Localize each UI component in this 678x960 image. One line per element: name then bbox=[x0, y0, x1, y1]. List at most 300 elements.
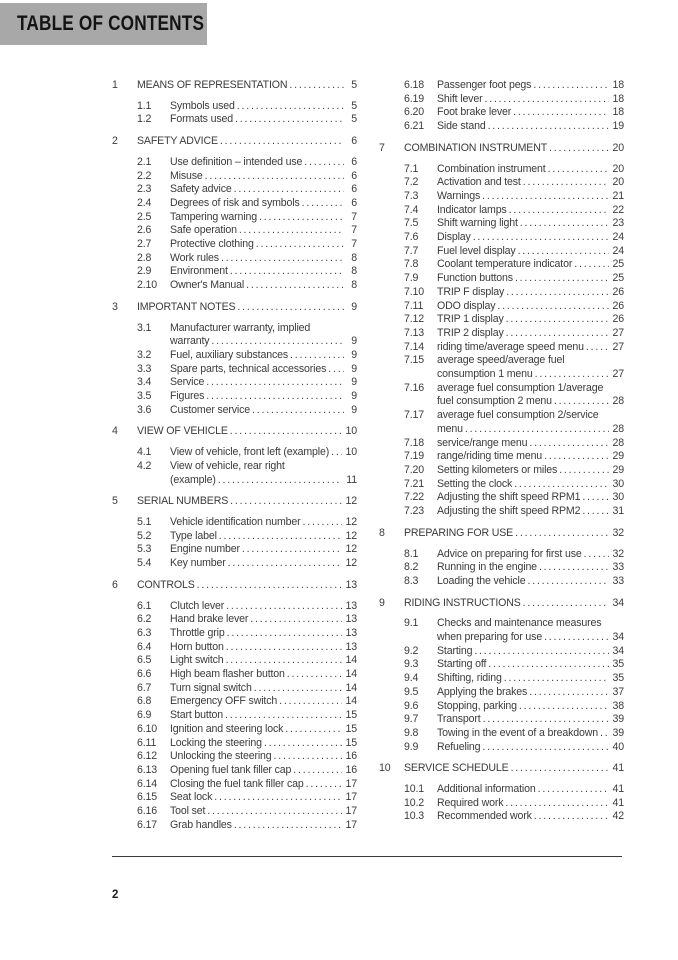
toc-chapter-entry bbox=[379, 597, 624, 611]
entry-title: menu bbox=[437, 422, 463, 435]
entry-number: 2.8 bbox=[137, 251, 152, 264]
entry-body bbox=[170, 613, 357, 627]
dot-leader bbox=[209, 335, 344, 349]
entry-last-line bbox=[437, 395, 624, 409]
entry-number: 7 bbox=[379, 141, 385, 154]
entry-number: 7.23 bbox=[404, 505, 425, 518]
entry-number: 2 bbox=[112, 135, 118, 148]
entry-body bbox=[170, 170, 357, 184]
entry-number: 2.3 bbox=[137, 183, 152, 196]
entry-last-line bbox=[170, 543, 357, 557]
entry-last-line bbox=[170, 363, 357, 377]
entry-body bbox=[170, 252, 357, 266]
entry-page-number: 29 bbox=[612, 450, 624, 463]
entry-last-line bbox=[437, 327, 624, 341]
toc-item-entry bbox=[404, 464, 624, 478]
entry-number: 6.20 bbox=[404, 106, 425, 119]
entry-last-line bbox=[170, 750, 357, 764]
entry-number: 7.14 bbox=[404, 340, 425, 353]
entry-body bbox=[437, 354, 624, 381]
entry-title: SERIAL NUMBERS bbox=[137, 495, 229, 508]
dot-leader bbox=[285, 668, 342, 682]
toc-item-entry bbox=[404, 672, 624, 686]
dot-leader bbox=[525, 575, 608, 589]
entry-last-line bbox=[437, 231, 624, 245]
entry-number: 6.6 bbox=[137, 668, 152, 681]
dot-leader bbox=[244, 279, 344, 293]
entry-page-number: 40 bbox=[612, 740, 624, 753]
entry-body bbox=[170, 100, 357, 114]
entry-last-line bbox=[170, 723, 357, 737]
entry-last-line bbox=[437, 423, 624, 437]
entry-last-line bbox=[137, 135, 357, 149]
entry-title: Use definition – intended use bbox=[170, 155, 303, 168]
entry-body bbox=[437, 561, 624, 575]
toc-item-entry bbox=[404, 700, 624, 714]
entry-title: Ignition and steering lock bbox=[170, 722, 284, 735]
entry-body bbox=[404, 142, 624, 156]
entry-body bbox=[437, 120, 624, 134]
entry-title: consumption 1 menu bbox=[437, 368, 533, 381]
entry-number: 8 bbox=[379, 526, 385, 539]
entry-number: 7.21 bbox=[404, 477, 425, 490]
dot-leader bbox=[300, 197, 344, 211]
entry-title: Applying the brakes bbox=[437, 685, 528, 698]
entry-number: 6.1 bbox=[137, 599, 152, 612]
dot-leader bbox=[512, 478, 608, 492]
entry-number: 10.1 bbox=[404, 783, 425, 796]
entry-number: 6.5 bbox=[137, 654, 152, 667]
entry-last-line bbox=[437, 93, 624, 107]
dot-leader bbox=[228, 495, 341, 509]
dot-leader bbox=[582, 548, 609, 562]
dot-leader bbox=[304, 778, 342, 792]
toc-item-entry bbox=[404, 797, 624, 811]
entry-title: Formats used bbox=[170, 113, 233, 126]
entry-title: Degrees of risk and symbols bbox=[170, 196, 300, 209]
entry-last-line bbox=[437, 106, 624, 120]
entry-body bbox=[170, 819, 357, 833]
entry-title: Tool set bbox=[170, 805, 206, 818]
entry-body bbox=[170, 557, 357, 571]
entry-body bbox=[170, 516, 357, 530]
entry-body bbox=[170, 709, 357, 723]
entry-number: 5.3 bbox=[137, 543, 152, 556]
toc-column-left bbox=[112, 79, 357, 832]
entry-page-number: 9 bbox=[351, 376, 357, 389]
entry-page-number: 38 bbox=[612, 699, 624, 712]
entry-number: 7.6 bbox=[404, 231, 419, 244]
entry-title: CONTROLS bbox=[137, 578, 195, 591]
entry-page-number: 15 bbox=[345, 709, 357, 722]
dot-leader bbox=[480, 190, 608, 204]
entry-title-line: average speed/average fuel bbox=[437, 354, 565, 367]
entry-page-number: 5 bbox=[351, 79, 357, 91]
toc-column-right bbox=[379, 79, 624, 832]
entry-last-line bbox=[437, 300, 624, 314]
dot-leader bbox=[536, 783, 609, 797]
entry-title: RIDING INSTRUCTIONS bbox=[404, 596, 521, 609]
entry-title-line: View of vehicle, rear right bbox=[170, 459, 285, 472]
dot-leader bbox=[517, 700, 609, 714]
entry-last-line bbox=[170, 170, 357, 184]
entry-title: Advice on preparing for first use bbox=[437, 547, 582, 560]
entry-title: Setting kilometers or miles bbox=[437, 463, 558, 476]
entry-number: 10.3 bbox=[404, 810, 425, 823]
entry-number: 9.4 bbox=[404, 672, 419, 685]
entry-last-line bbox=[404, 597, 624, 611]
entry-number: 9.7 bbox=[404, 713, 419, 726]
entry-number: 2.2 bbox=[137, 169, 152, 182]
entry-number: 7.16 bbox=[404, 381, 425, 394]
entry-last-line bbox=[437, 505, 624, 519]
dot-leader bbox=[513, 527, 608, 541]
entry-body bbox=[404, 597, 624, 611]
entry-number: 6.19 bbox=[404, 92, 425, 105]
dot-leader bbox=[504, 313, 609, 327]
entry-body bbox=[170, 530, 357, 544]
toc-item-entry bbox=[137, 252, 357, 266]
dot-leader bbox=[291, 764, 341, 778]
entry-page-number: 16 bbox=[345, 763, 357, 776]
entry-number: 6.21 bbox=[404, 120, 425, 133]
toc-item-entry bbox=[137, 737, 357, 751]
entry-title: Environment bbox=[170, 265, 228, 278]
entry-body bbox=[170, 668, 357, 682]
toc-item-entry bbox=[404, 176, 624, 190]
entry-page-number: 28 bbox=[612, 436, 624, 449]
dot-leader bbox=[516, 245, 609, 259]
entry-page-number: 17 bbox=[345, 777, 357, 790]
entry-title: TRIP F display bbox=[437, 285, 505, 298]
entry-body bbox=[170, 695, 357, 709]
toc-item-entry bbox=[137, 723, 357, 737]
entry-body bbox=[170, 390, 357, 404]
entry-number: 4.2 bbox=[137, 459, 152, 472]
toc-item-entry bbox=[137, 265, 357, 279]
entry-number: 2.4 bbox=[137, 196, 152, 209]
entry-title: Misuse bbox=[170, 169, 203, 182]
entry-body bbox=[170, 265, 357, 279]
dot-leader bbox=[277, 695, 341, 709]
entry-body bbox=[437, 672, 624, 686]
toc-item-entry bbox=[137, 156, 357, 170]
entry-page-number: 11 bbox=[346, 473, 357, 486]
entry-body bbox=[170, 627, 357, 641]
entry-body bbox=[437, 300, 624, 314]
entry-title: Hand brake lever bbox=[170, 613, 249, 626]
entry-page-number: 28 bbox=[612, 395, 624, 408]
entry-number: 10 bbox=[379, 762, 391, 775]
toc-item-entry bbox=[137, 682, 357, 696]
dot-leader bbox=[232, 183, 344, 197]
toc-item-entry bbox=[404, 354, 624, 381]
entry-page-number: 13 bbox=[345, 626, 357, 639]
entry-number: 6.17 bbox=[137, 818, 158, 831]
entry-last-line bbox=[437, 645, 624, 659]
toc-item-entry bbox=[404, 163, 624, 177]
entry-last-line bbox=[437, 450, 624, 464]
dot-leader bbox=[218, 135, 344, 149]
entry-last-line bbox=[170, 156, 357, 170]
entry-page-number: 35 bbox=[612, 658, 624, 671]
entry-last-line bbox=[437, 163, 624, 177]
entry-page-number: 13 bbox=[345, 578, 357, 591]
entry-page-number: 25 bbox=[612, 272, 624, 285]
entry-body bbox=[437, 645, 624, 659]
toc-item-entry bbox=[404, 437, 624, 451]
entry-body bbox=[137, 579, 357, 593]
entry-last-line bbox=[437, 672, 624, 686]
dot-leader bbox=[547, 142, 608, 156]
toc-item-entry bbox=[137, 197, 357, 211]
entry-number: 1.2 bbox=[137, 113, 152, 126]
entry-page-number: 32 bbox=[612, 547, 624, 560]
entry-page-number: 39 bbox=[612, 726, 624, 739]
entry-body bbox=[170, 641, 357, 655]
entry-body bbox=[170, 238, 357, 252]
dot-leader bbox=[228, 265, 344, 279]
entry-title: Running in the engine bbox=[437, 561, 537, 574]
entry-last-line bbox=[437, 120, 624, 134]
entry-title: Service bbox=[170, 376, 205, 389]
entry-last-line bbox=[170, 516, 357, 530]
toc-chapter-entry bbox=[112, 301, 357, 315]
entry-title: VIEW OF VEHICLE bbox=[137, 425, 228, 438]
dot-leader bbox=[507, 204, 609, 218]
entry-last-line bbox=[137, 495, 357, 509]
toc-item-entry bbox=[137, 446, 357, 460]
entry-page-number: 14 bbox=[345, 668, 357, 681]
entry-body bbox=[170, 183, 357, 197]
toc-item-entry bbox=[404, 204, 624, 218]
entry-page-number: 24 bbox=[612, 244, 624, 257]
dot-leader bbox=[533, 368, 609, 382]
toc-item-entry bbox=[404, 658, 624, 672]
entry-number: 9.5 bbox=[404, 685, 419, 698]
entry-last-line bbox=[170, 557, 357, 571]
entry-title: Vehicle identification number bbox=[170, 515, 301, 528]
dot-leader bbox=[195, 579, 342, 593]
entry-last-line bbox=[437, 797, 624, 811]
entry-body bbox=[437, 478, 624, 492]
dot-leader bbox=[233, 113, 344, 127]
entry-body bbox=[437, 658, 624, 672]
toc-item-entry bbox=[137, 211, 357, 225]
entry-number: 4 bbox=[112, 425, 118, 438]
entry-number: 3.2 bbox=[137, 348, 152, 361]
entry-last-line bbox=[170, 764, 357, 778]
entry-last-line bbox=[437, 258, 624, 272]
entry-number: 3.5 bbox=[137, 390, 152, 403]
toc-item-entry bbox=[137, 516, 357, 530]
dot-leader bbox=[301, 516, 342, 530]
entry-body bbox=[437, 464, 624, 478]
entry-body bbox=[170, 279, 357, 293]
entry-last-line bbox=[170, 668, 357, 682]
entry-title: Activation and test bbox=[437, 176, 521, 189]
entry-body bbox=[437, 548, 624, 562]
entry-number: 8.3 bbox=[404, 574, 419, 587]
page-title: TABLE OF CONTENTS bbox=[17, 12, 205, 35]
entry-title: Starting off bbox=[437, 658, 487, 671]
toc-chapter-entry bbox=[112, 135, 357, 149]
entry-number: 5.4 bbox=[137, 557, 152, 570]
entry-number: 7.15 bbox=[404, 354, 425, 367]
entry-page-number: 37 bbox=[612, 685, 624, 698]
entry-last-line bbox=[170, 265, 357, 279]
dot-leader bbox=[542, 450, 608, 464]
entry-number: 3.1 bbox=[137, 321, 152, 334]
entry-number: 7.19 bbox=[404, 450, 425, 463]
entry-number: 6.2 bbox=[137, 613, 152, 626]
toc-chapter-entry bbox=[379, 762, 624, 776]
entry-number: 3.3 bbox=[137, 362, 152, 375]
entry-body bbox=[137, 301, 357, 315]
toc-item-entry bbox=[137, 113, 357, 127]
entry-page-number: 18 bbox=[612, 92, 624, 105]
entry-body bbox=[170, 349, 357, 363]
dot-leader bbox=[326, 363, 344, 377]
entry-body bbox=[437, 409, 624, 436]
entry-page-number: 33 bbox=[612, 561, 624, 574]
toc-item-entry bbox=[404, 617, 624, 644]
entry-number: 9.3 bbox=[404, 658, 419, 671]
entry-title: COMBINATION INSTRUMENT bbox=[404, 141, 548, 154]
entry-number: 5 bbox=[112, 495, 118, 508]
entry-title: Start button bbox=[170, 709, 223, 722]
entry-title: Fuel, auxiliary substances bbox=[170, 348, 288, 361]
entry-title: Emergency OFF switch bbox=[170, 695, 278, 708]
entry-body bbox=[137, 135, 357, 149]
entry-title: Foot brake lever bbox=[437, 106, 512, 119]
dot-leader bbox=[204, 376, 344, 390]
entry-page-number: 30 bbox=[612, 491, 624, 504]
dot-leader bbox=[584, 341, 609, 355]
dot-leader bbox=[217, 530, 342, 544]
dot-leader bbox=[302, 156, 344, 170]
toc-item-entry bbox=[137, 819, 357, 833]
entry-title: Loading the vehicle bbox=[437, 574, 526, 587]
entry-title: Adjusting the shift speed RPM1 bbox=[437, 491, 581, 504]
entry-body bbox=[437, 327, 624, 341]
entry-number: 6.3 bbox=[137, 626, 152, 639]
entry-body bbox=[437, 505, 624, 519]
toc-item-entry bbox=[404, 258, 624, 272]
dot-leader bbox=[223, 709, 342, 723]
dot-leader bbox=[521, 176, 609, 190]
entry-last-line bbox=[437, 190, 624, 204]
dot-leader bbox=[527, 686, 608, 700]
entry-page-number: 19 bbox=[612, 120, 624, 133]
entry-page-number: 34 bbox=[612, 596, 624, 609]
entry-last-line bbox=[404, 142, 624, 156]
entry-last-line bbox=[437, 548, 624, 562]
entry-body bbox=[170, 404, 357, 418]
entry-last-line bbox=[170, 279, 357, 293]
entry-number: 7.2 bbox=[404, 176, 419, 189]
entry-number: 7.10 bbox=[404, 285, 425, 298]
entry-page-number: 14 bbox=[345, 654, 357, 667]
entry-body bbox=[437, 575, 624, 589]
toc-item-entry bbox=[137, 363, 357, 377]
entry-last-line bbox=[437, 783, 624, 797]
entry-last-line bbox=[170, 819, 357, 833]
entry-title: Throttle grip bbox=[170, 626, 225, 639]
dot-leader bbox=[503, 797, 608, 811]
entry-page-number: 7 bbox=[351, 210, 357, 223]
entry-last-line bbox=[170, 654, 357, 668]
toc-item-entry bbox=[137, 100, 357, 114]
toc-item-entry bbox=[404, 93, 624, 107]
entry-last-line bbox=[437, 437, 624, 451]
toc-item-entry bbox=[137, 543, 357, 557]
entry-number: 3 bbox=[112, 300, 118, 313]
dot-leader bbox=[511, 106, 608, 120]
toc-item-entry bbox=[137, 791, 357, 805]
dot-leader bbox=[237, 224, 344, 238]
entry-last-line bbox=[404, 527, 624, 541]
toc-item-entry bbox=[137, 279, 357, 293]
entry-body bbox=[137, 79, 357, 93]
entry-last-line bbox=[170, 737, 357, 751]
entry-last-line bbox=[170, 600, 357, 614]
entry-number: 2.9 bbox=[137, 265, 152, 278]
dot-leader bbox=[205, 805, 341, 819]
entry-body bbox=[170, 600, 357, 614]
dot-leader bbox=[509, 762, 609, 776]
dot-leader bbox=[527, 437, 608, 451]
entry-page-number: 10 bbox=[345, 446, 357, 459]
entry-title: Setting the clock bbox=[437, 477, 513, 490]
dot-leader bbox=[232, 819, 342, 833]
entry-last-line bbox=[437, 491, 624, 505]
dot-leader bbox=[472, 645, 608, 659]
entry-body bbox=[437, 783, 624, 797]
entry-title: range/riding time menu bbox=[437, 450, 543, 463]
toc-item-entry bbox=[404, 686, 624, 700]
entry-last-line bbox=[437, 313, 624, 327]
entry-page-number: 23 bbox=[612, 217, 624, 230]
entry-page-number: 12 bbox=[345, 515, 357, 528]
entry-page-number: 39 bbox=[612, 713, 624, 726]
dot-leader bbox=[480, 741, 608, 755]
dot-leader bbox=[224, 600, 341, 614]
dot-leader bbox=[226, 557, 342, 571]
entry-number: 9.6 bbox=[404, 699, 419, 712]
entry-page-number: 17 bbox=[345, 791, 357, 804]
toc-chapter-entry bbox=[112, 495, 357, 509]
entry-number: 6.8 bbox=[137, 695, 152, 708]
entry-title: Safe operation bbox=[170, 224, 237, 237]
entry-title: Locking the steering bbox=[170, 736, 262, 749]
footer-divider bbox=[112, 856, 622, 857]
toc-item-entry bbox=[137, 709, 357, 723]
dot-leader bbox=[531, 79, 608, 93]
entry-last-line bbox=[137, 301, 357, 315]
entry-number: 7.22 bbox=[404, 491, 425, 504]
entry-page-number: 13 bbox=[345, 613, 357, 626]
entry-body bbox=[404, 527, 624, 541]
entry-page-number: 25 bbox=[612, 258, 624, 271]
toc-item-entry bbox=[404, 450, 624, 464]
entry-number: 7.17 bbox=[404, 409, 425, 422]
entry-body bbox=[437, 491, 624, 505]
entry-body bbox=[170, 224, 357, 238]
entry-last-line bbox=[170, 613, 357, 627]
dot-leader bbox=[240, 543, 342, 557]
entry-page-number: 17 bbox=[345, 818, 357, 831]
